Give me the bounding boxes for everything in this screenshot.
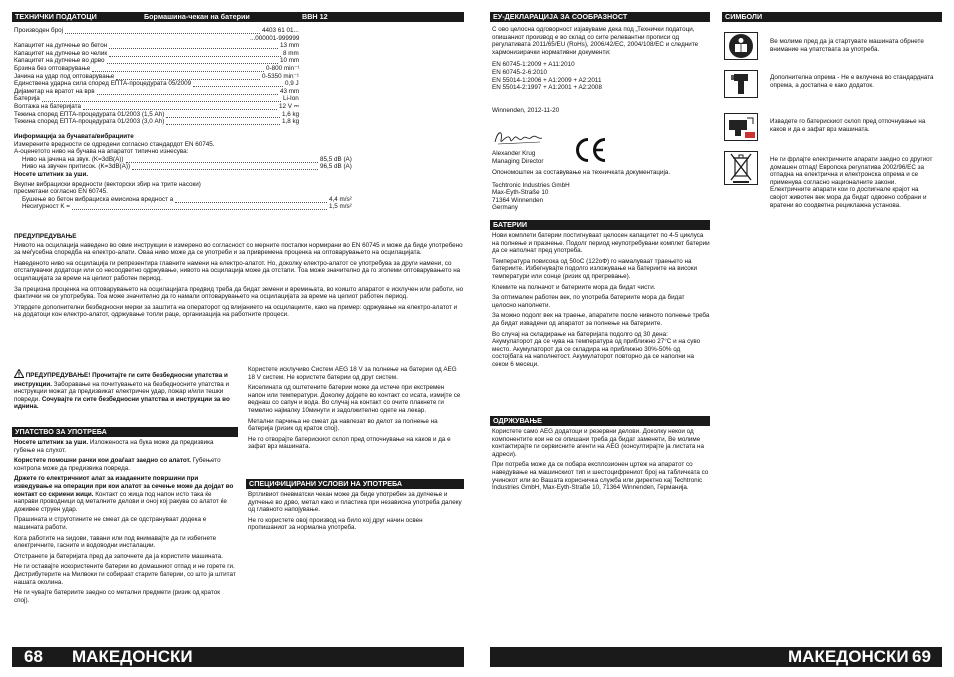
usage-para-lead: Носете штитник за уши. xyxy=(14,439,89,446)
accessory-icon xyxy=(724,70,758,98)
spec-value: 85,5 dB (A) xyxy=(320,155,352,163)
standard-item: EN 55014-2:1997 + A1:2001 + A2:2008 xyxy=(492,84,602,92)
spec-row xyxy=(14,27,304,35)
warning-para: Утврдете дополнителни безбедносни мерки за заштита на операторот од влијанието на осцилациите, како на пример: одржување на електро-алатот и на додатоци кон електро-алатот, одржување топли раце, организација на работните процеси. xyxy=(14,303,458,319)
standard-item: EN 60745-2-6:2010 xyxy=(492,68,547,76)
battery-para: Клемите на полначот и батериите мора да бидат чисти. xyxy=(492,283,656,291)
spec-value: 0-5350 min⁻¹ xyxy=(262,72,299,80)
spec-row xyxy=(22,156,354,164)
conditions-para: Вртливиот пневматски чекан може да биде употребен за дупчење и дупчење во дрво, метал како и пластика при независна употреба далеку од главното напојување. xyxy=(248,491,462,514)
ear-protection: Носете штитник за уши. xyxy=(14,170,89,178)
company-line: 71364 Winnenden xyxy=(492,196,544,204)
battery-safety-para: Киселината од оштетените батерии може да истече при екстремен напон или температури. Доколку дојдете во контакт со исата, измијте се веднаш со сапун и вода. Во случај на контакт со очите плакнете ги темелно најмалку 10минути и задолжително одете на лекар. xyxy=(248,384,461,414)
eu-header: ЕУ-ДЕКЛАРАЦИЈА ЗА СООБРАЗНОСТ xyxy=(490,12,710,22)
spec-value: 0-800 min⁻¹ xyxy=(266,64,300,72)
symbols-header: СИМБОЛИ xyxy=(722,12,942,22)
place-date: Winnenden, 2012-11-20 xyxy=(492,106,560,114)
usage-section xyxy=(14,439,236,607)
spec-value: 43 mm xyxy=(280,87,300,95)
company-line: Max-Eyth-Straße 10 xyxy=(492,189,549,197)
spec-label: Батерија xyxy=(14,95,40,103)
spec-label: Производен број xyxy=(14,27,63,34)
spec-label: Ниво на звучен притисок. (K=3dB(A)) xyxy=(22,163,131,171)
noise-rows xyxy=(14,156,354,171)
dot-leader xyxy=(42,95,281,102)
spec-label: Капацитет на дупчење во дрво xyxy=(14,57,105,65)
ce-mark-icon xyxy=(574,136,608,164)
dot-leader xyxy=(97,88,278,95)
spec-row xyxy=(14,57,304,65)
noise-section xyxy=(14,133,354,211)
dot-leader xyxy=(116,73,260,80)
usage-para xyxy=(14,563,236,586)
eu-declaration xyxy=(492,26,710,117)
usage-para xyxy=(14,553,236,561)
dot-leader xyxy=(109,50,281,57)
spec-value: 12 V ⎓ xyxy=(279,102,299,110)
warning-para: За прецизна проценка на оптоварувањето на осцилацијата предвид треба да бидат земени и времињата, во коишто апаратот е исклучен или работи, но фактички не се употребува. Тоа може значително да го намали оптоварувањето на осцилацијата за време на целиот работен период. xyxy=(14,285,464,301)
spec-value: 4403 61 01... xyxy=(262,27,299,34)
maintenance-header: ОДРЖУВАЊЕ xyxy=(490,416,710,426)
usage-para-text: Губењето контрола може да предизвика повреда. xyxy=(14,457,221,472)
spec-label: Јачина на удар под оптоварување xyxy=(14,72,115,80)
standard-item: EN 60745-1:2009 + A11:2010 xyxy=(492,61,575,69)
warning-section xyxy=(14,233,464,322)
safety-warning-block xyxy=(14,369,236,414)
dot-leader xyxy=(126,156,318,163)
warning-title: ПРЕДУПРЕДУВАЊЕ xyxy=(14,233,77,240)
battery-para: Температура повисока од 50oC (122oФ) го намалуваат траењето на батериите. Избегнувајте подолго изложување на батериите на високи температури или сонце (ризик од прегревање). xyxy=(492,257,698,280)
usage-para xyxy=(14,475,236,513)
dot-leader xyxy=(72,203,327,210)
spec-row xyxy=(14,111,304,119)
spec-value: 13 mm xyxy=(280,42,300,50)
page-lang-left: МАКЕДОНСКИ xyxy=(72,647,193,666)
spec-label: Единствена ударна сила според ЕПТА-процедурата 05/2009 xyxy=(14,80,192,88)
usage-para xyxy=(14,457,236,472)
spec-row xyxy=(22,203,354,211)
auth-doc: Опономоштен за составување на техничката документација. xyxy=(492,169,671,176)
usage-para-text: Отстранете ја батеријата пред да започнете да ја користите машината. xyxy=(14,552,223,560)
spec-value: 96,5 dB (A) xyxy=(320,163,352,171)
usage-para-text: Кога работите на ѕидови, тавани или под внимавајте да ги избегнете електричните, гасните и водоводни инсталации. xyxy=(14,534,217,550)
noise-weighted: А-оценетото ниво на бучава на апаратот типично изнесува: xyxy=(14,148,189,156)
spec-label: Несигурност K = xyxy=(22,203,70,211)
dot-leader xyxy=(166,111,280,118)
spec-label: Ниво на јачина на звук. (K=3dB(A)) xyxy=(22,155,124,163)
battery-para: Нови комплети батерии постигнуваат целосен капацитет по 4-5 циклуса на полнење и празнење. Подолг период неупотребувани комплет батерии да се наполнат пред употреба. xyxy=(492,232,710,255)
usage-header: УПАТСТВО ЗА УПОТРЕБА xyxy=(12,427,238,437)
battery-header: БАТЕРИИ xyxy=(490,220,710,230)
symbol-text-accessory: Дополнителна опрема - Не е вклучена во стандардната опрема, а достапна е како додаток. xyxy=(770,74,934,89)
page-number-right: 69 xyxy=(912,647,931,666)
spec-row xyxy=(14,50,304,58)
spec-row xyxy=(14,42,304,50)
eu-intro: С ово целосна одговорност изјавуваме дека под „Технички податоци, опишаниот производ е во склад со сите релевантни прописи од регулативата 2011/65/EU (RoHs), 2006/42/EC, 2004/108/EC и следните хармонизирачки нормативни документи: xyxy=(492,26,699,56)
battery-safety-para: Метални парчиња не смеат да навлезат во делот за полнење на батерија (ризик од краток спој). xyxy=(248,417,438,433)
signer-title: Managing Director xyxy=(492,157,544,165)
read-manual-icon xyxy=(724,32,758,60)
company-line: Techtronic Industries GmbH xyxy=(492,181,570,189)
spec-value: Li-Ion xyxy=(283,95,299,103)
dot-leader xyxy=(107,57,278,64)
battery-safety-para: Не го отворајте батерискиот склоп пред отпочнување на каков и да е зафат врз машината. xyxy=(248,435,451,451)
vib-rows xyxy=(14,196,354,211)
usage-para-text: Изложеноста на бука може да предизвика губење на слухот. xyxy=(14,439,214,454)
spec-label: Волтажа на батеријата xyxy=(14,102,81,110)
usage-para-text: Прашината и струготините не смеат да се одстрануваат додека е машината работи. xyxy=(14,516,207,531)
spec-row xyxy=(22,163,354,171)
usage-para xyxy=(14,516,236,531)
spec-label: Тежина според ЕПТА-процедурата 01/2003 (3,0 Ah) xyxy=(14,118,165,126)
warning-para: Наведеното ниво на осцилација ги репрезентира главните намени на електро-алатот. Но, доколку електро-алатот се употребува за други намени, со отстапувачки додатоци или со несоодветно одржување, нивото на осцилација може да отстапи. Тоа може значително да го зголеми оптоварувањето на осцилацијата за време на целиот работен период. xyxy=(14,259,461,282)
page-number-left: 68 xyxy=(24,647,43,666)
remove-battery-icon xyxy=(724,113,758,141)
spec-label: Тежина според ЕПТА-процедурата 01/2003 (1,5 Ah) xyxy=(14,110,165,118)
dot-leader xyxy=(65,27,260,34)
battery-section xyxy=(492,232,710,372)
spec-row xyxy=(14,80,304,88)
dot-leader xyxy=(175,196,327,203)
weee-bin-icon xyxy=(724,151,758,185)
battery-para: За оптимален работен век, по употреба батериите мора да бидат целосно наполнети. xyxy=(492,294,685,309)
battery-safety-para: Користете исклучиво Систем AEG 18 V за полнење на батерии од AEG 18 V систем. Не користете батерии од друг систем. xyxy=(248,366,457,381)
company-block xyxy=(492,169,712,212)
dot-leader xyxy=(83,103,277,110)
page-lang-right: МАКЕДОНСКИ xyxy=(788,647,909,666)
footer-left xyxy=(12,647,464,667)
noise-title: Информација за бучавата/вибрациите xyxy=(14,133,134,140)
model-name: BBH 12 xyxy=(302,12,328,21)
tech-data-header xyxy=(12,12,464,22)
battery-safety-section xyxy=(248,366,462,454)
usage-para-lead: Користете помошни рачки кои доаѓаат заедно со алатот. xyxy=(14,457,191,465)
spec-label: Капацитет на дупчење во челик xyxy=(14,49,108,57)
dot-leader xyxy=(109,42,278,49)
maintenance-para: Користете само AEG додатоци и резервни делови. Доколку некои од компонентите кои не се опишани треба да бидат заменети, Ве молиме контактирајте ги сервисните агенти на AEG (консултирајте ја листата на адреси). xyxy=(492,428,704,458)
spec-row xyxy=(14,88,304,96)
spec-row xyxy=(14,118,304,126)
maintenance-section xyxy=(492,428,710,495)
spec-label: Капацитет на дупчење во бетон xyxy=(14,42,108,50)
battery-para: За можно подолг век на траење, апаратите после нивното полнење треба да бидат извадени од апаратот за полнење на батериите. xyxy=(492,312,710,327)
spec-row xyxy=(14,73,304,81)
product-name: Бормашина-чекан на батерии xyxy=(144,12,250,21)
spec-value: 1,5 m/s² xyxy=(329,203,352,211)
conditions-para: Не го користете овој производ на било кој друг начин освен пропишаниот за нормална употреба. xyxy=(248,516,423,532)
usage-para-lead: Држете го електричниот алат за изадаените површини при изведување на операции при кои алатот за сечење може да дојдат во контакт со скриени жици. xyxy=(14,475,234,498)
spec-value: ...000001-999999 xyxy=(250,34,300,42)
conditions-section xyxy=(248,491,462,535)
safety-warning-lead: ПРЕДУПРЕДУВАЊЕ! Прочитајте ги сите безбедносни упатства и инструкции. xyxy=(14,372,228,388)
spec-row xyxy=(14,103,304,111)
spec-value: 1,6 kg xyxy=(282,110,300,118)
spec-value: 8 mm xyxy=(283,49,299,57)
signer-name: Alexander Krug xyxy=(492,150,536,157)
conditions-header: СПЕЦИФИЦИРАНИ УСЛОВИ НА УПОТРЕБА xyxy=(246,479,464,489)
spec-value: 0,9 J xyxy=(285,80,299,88)
spec-value: 1,8 kg xyxy=(282,118,300,126)
warning-triangle-icon xyxy=(14,369,24,381)
symbol-text-read-manual: Ве молиме пред да ја стартувате машината обрнете внимание на упатствата за употреба. xyxy=(770,38,924,53)
dot-leader xyxy=(193,80,283,87)
dot-leader xyxy=(166,118,280,125)
spec-table xyxy=(14,27,299,126)
standards-list xyxy=(492,61,710,91)
standard-item: EN 55014-1:2006 + A1:2009 + A2:2011 xyxy=(492,76,602,84)
vib-intro: Вкупни вибрациски вредности (векторски збир на трите насоки) пресметани согласно EN 60745. xyxy=(14,180,201,196)
warning-para: Нивото на осцилација наведено во овие инструкции е измерено во согласност со мерните постапки нормирани во EN 60745 и може да биде употребено за меѓусебна споредба на електро-алати. Оваа ниво може да се употреби и за привремена проценка на оптоварувањето на осцилацијата. xyxy=(14,241,463,257)
company-address xyxy=(492,182,712,212)
tech-data-title: ТЕХНИЧКИ ПОДАТОЦИ xyxy=(15,12,97,21)
safety-warning-body: Заборавање на почитувањето на безбедносните упатства и инструкции можат да предизвикат електричен удар, пожар и/или тешки повреди. xyxy=(14,380,230,403)
usage-para-text: Не ги оставајте искористените батерии во домашниот отпад и не горете ги. Дистрибутерите на Милвоки ги собираат старите батерии, со што ја штитат нашата околина. xyxy=(14,563,236,586)
spec-label: Бушење во бетон вибрациска емисиона вредност a xyxy=(22,195,174,203)
usage-para xyxy=(14,439,236,454)
dot-leader xyxy=(92,65,264,72)
signer-block xyxy=(492,150,582,165)
footer-right xyxy=(490,647,942,667)
spec-row xyxy=(14,65,304,73)
signature xyxy=(492,126,552,150)
spec-label: Дијаметар на вратот на врв xyxy=(14,87,95,95)
spec-row xyxy=(14,95,304,103)
company-line: Germany xyxy=(492,204,518,212)
battery-para: Во случај на складирање на батеријата подолго од 30 дена: Акумулаторот да се чува на температура од приближно 27°C и на суво место. Акумулаторот да се складира на приближно 30%-50% од состојбата на наполнетост. Акумулаторот повторно да се наполни на секои 6 месеци. xyxy=(492,330,701,368)
spec-row xyxy=(14,35,304,43)
spec-value: 10 mm xyxy=(280,57,300,65)
symbol-text-remove-battery: Извадете го батерискиот склоп пред отпочнување на каков и да е зафат врз машината. xyxy=(770,118,926,133)
usage-para-text: Не ги чувајте батериите заедно со метални предмети (ризик од краток спој). xyxy=(14,589,220,604)
noise-intro: Измерените вредности се одредени согласно стандардот EN 60745. xyxy=(14,140,215,148)
usage-para-text: Контакт со жица под напон исто така ќе направи проводници од металните делови и оној кој ракува со алатот ќе доживее струен удар. xyxy=(14,490,227,513)
spec-row xyxy=(22,196,354,204)
spec-label: Брзина без оптоварување xyxy=(14,64,91,72)
dot-leader xyxy=(132,163,318,170)
spec-value: 4,4 m/s² xyxy=(329,195,352,203)
usage-para xyxy=(14,589,236,604)
usage-para xyxy=(14,535,236,550)
symbol-text-weee: Не ги фрлајте електричните апарати заедно со другиот домашен отпад! Европска регулатива 2002/96/EC за отпадна на електрична и електронска опрема и се применува согласно националните закони. Електричните апарати кои го доспигнале крајот на својот животен век мора да бидат одвоено собрани и вратени во соодветна рециклажна установа. xyxy=(770,156,933,209)
safety-warning-keep: Сочувајте ги сите безбедносни упатства и инструкции за во иднина. xyxy=(14,395,230,411)
maintenance-para: При потреба може да се побара експлозионен цртеж на апаратот со наведување на машинскиот тип и шестоцифрениот број на табличката со учинокот или во Вашата корисничка служба или директно кај Techtronic Industries GmbH, Max-Eyth-Straße 10, 71364 Winnenden, Германија. xyxy=(492,461,709,492)
